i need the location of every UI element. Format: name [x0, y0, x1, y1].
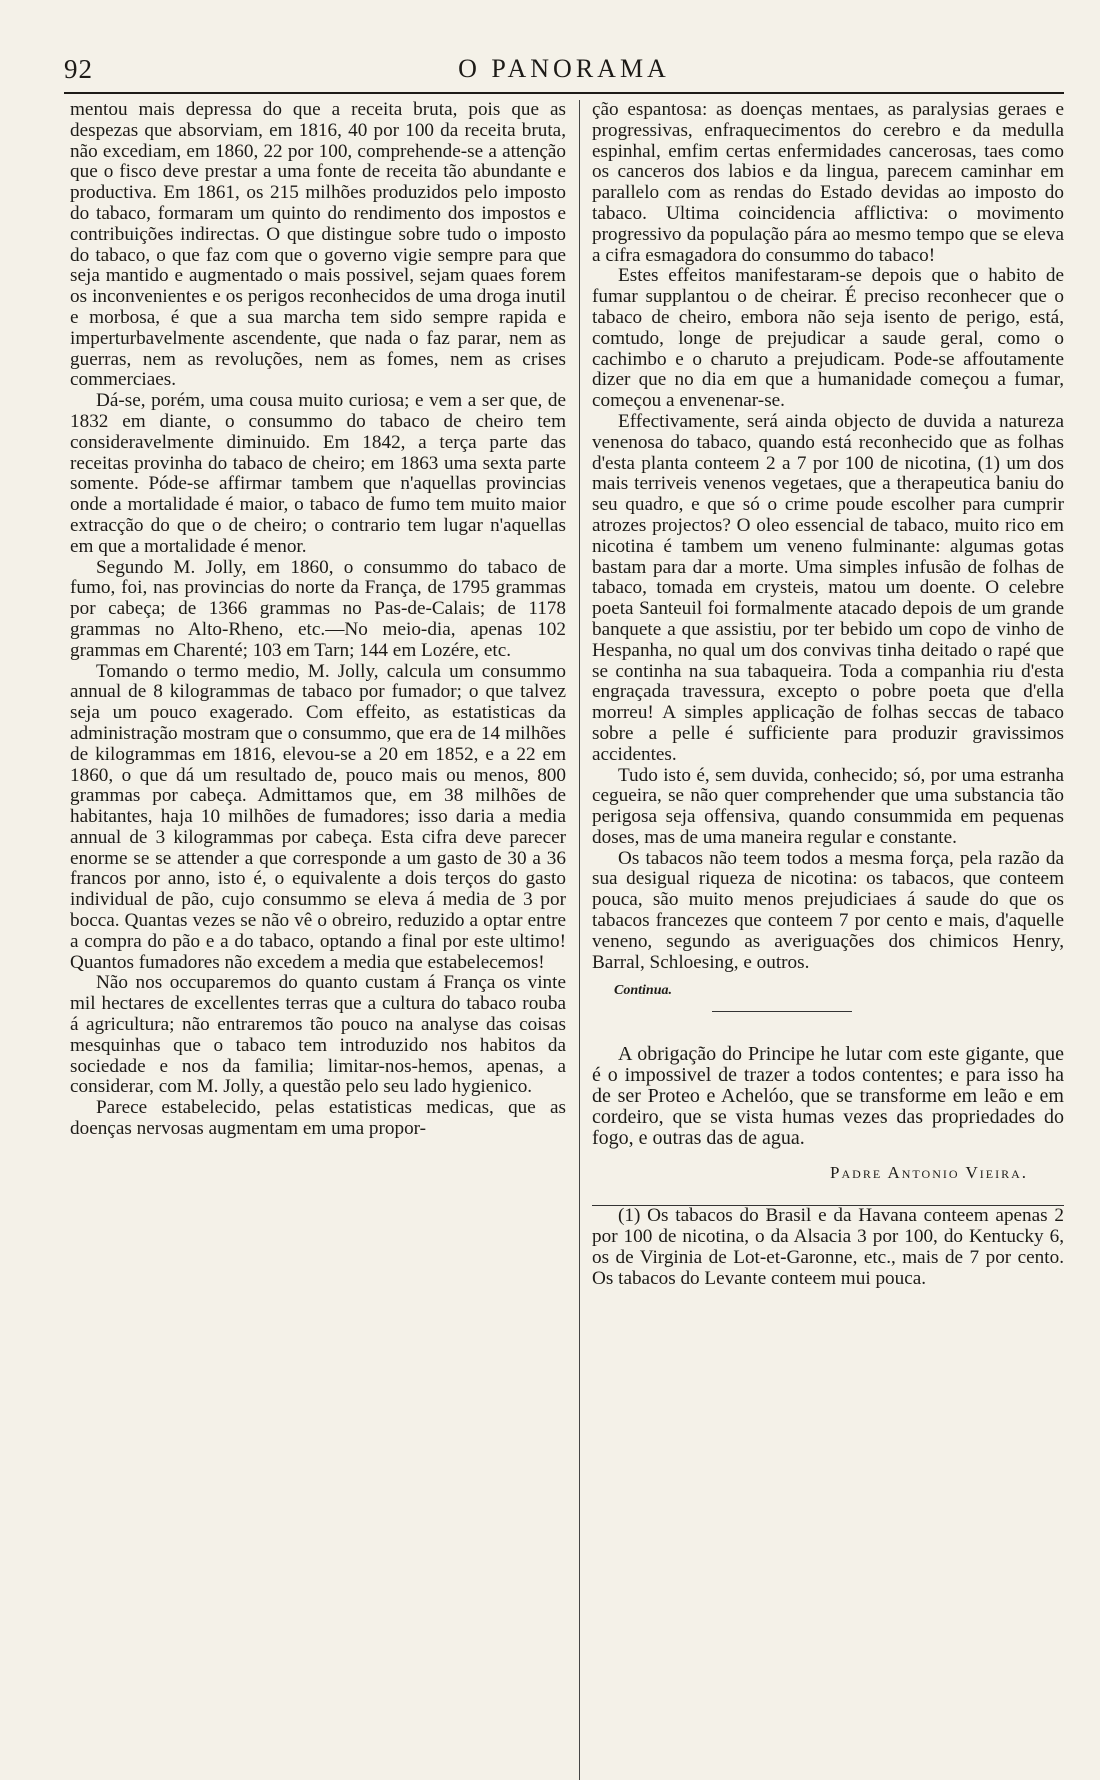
body-paragraph: Parece estabelecido, pelas estatisticas medicas, que as doenças nervosas augmentam em uma propor-: [70, 1097, 566, 1140]
page-number: 92: [64, 54, 93, 84]
body-paragraph: Não nos occuparemos do quanto custam á França os vinte mil hectares de excellentes terras que a cultura do tabaco rouba á agricultura; não entraremos tão pouco na analyse das coisas mesquinhas que o tabaco tem introduzido nos habitos da sociedade e nos da familia; limitar-nos-hemos, apenas, a considerar, com M. Jolly, a questão pelo seu lado hygienico.: [70, 972, 566, 1098]
column-divider: [579, 100, 580, 1780]
quote-signature: Padre Antonio Vieira.: [830, 1163, 1028, 1183]
quote-block: [592, 1044, 1064, 1149]
body-paragraph: Tomando o termo medio, M. Jolly, calcula um consummo annual de 8 kilogrammas de tabaco por fumador; o que talvez seja um pouco exagerado. Com effeito, as estatisticas da administração mostram que o consummo, que era de 14 milhões de kilogrammas em 1816, elevou-se a 20 em 1852, e a 22 em 1860, o que dá um resultado de, pouco mais ou menos, 800 grammas por cabeça. Admittamos que, em 38 milhões de habitantes, haja 10 milhões de fumadores; isso daria a media annual de 3 kilogrammas por cabeça. Esta cifra deve parecer enorme se se attender a que corresponde a um gasto de 30 a 36 francos por anno, isto é, o equivalente a dois terços do gasto individual de pão, cujo consummo se eleva á media de 3 por bocca. Quantas vezes se não vê o obreiro, reduzido a optar entre a compra do pão e a do tabaco, optando a final por este ultimo! Quantos fumadores não excedem a media que estabelecemos!: [70, 660, 566, 973]
journal-title: O PANORAMA: [458, 54, 670, 83]
body-paragraph: Segundo M. Jolly, em 1860, o consummo do tabaco de fumo, foi, nas provincias do norte da França, de 1795 grammas por cabeça; de 1366 grammas no Pas-de-Calais; de 1178 grammas no Alto-Rheno, etc.—No meio-dia, apenas 102 grammas em Charenté; 103 em Tarn; 144 em Lozére, etc.: [70, 556, 566, 661]
continua-note: Continua.: [614, 983, 672, 999]
left-column: [70, 100, 566, 1140]
page-header: [64, 52, 1064, 88]
right-column: [592, 100, 1064, 1290]
body-paragraph: Tudo isto é, sem duvida, conhecido; só, por uma estranha cegueira, se não quer comprehender que uma substancia tão perigosa seja offensiva, quando consummida em pequenas doses, mas de uma maneira regular e constante.: [592, 764, 1064, 848]
body-paragraph: Dá-se, porém, uma cousa muito curiosa; e vem a ser que, de 1832 em diante, o consummo do tabaco de cheiro tem consideravelmente diminuido. Em 1842, a terça parte das receitas provinha do tabaco de cheiro; em 1863 uma sexta parte somente. Póde-se affirmar tambem que n'aquellas provincias onde a mortalidade é maior, o tabaco de fumo tem muito maior extracção do que o de cheiro; o contrario tem lugar n'aquellas em que a mortalidade é menor.: [70, 390, 566, 557]
body-paragraph: mentou mais depressa do que a receita bruta, pois que as despezas que absorviam, em 1816, 40 por 100 da receita bruta, não excediam, em 1860, 22 por 100, comprehende-se a attenção que o fisco deve prestar a uma fonte de receita tão abundante e productiva. Em 1861, os 215 milhões produzidos pelo imposto do tabaco, formaram um quinto do rendimento dos impostos e contribuições indirectas. O que distingue sobre tudo o imposto do tabaco, o que faz com que o governo vigie sempre para que seja mantido e augmentado o mais possivel, sejam quaes forem os inconvenientes e os perigos reconhecidos de uma droga inutil e morbosa, é que a sua marcha tem sido sempre rapida e imperturbavelmente ascendente, que nada o faz parar, nem as guerras, nem as revoluções, nem as fomes, nem as crises commerciaes.: [70, 99, 566, 391]
body-paragraph: Os tabacos não teem todos a mesma força, pela razão da sua desigual riqueza de nicotina: os tabacos, que conteem pouca, são muito menos prejudiciaes á saude do que os tabacos francezes que conteem 7 por cento e mais, d'aquelle veneno, segundo as averiguações dos chimicos Henry, Barral, Schloesing, e outros.: [592, 847, 1064, 973]
quote-text: A obrigação do Principe he lutar com este gigante, que é o impossivel de trazer a todos contentes; e para isso ha de ser Proteo e Achelóo, que se transforme em leão e em cordeiro, que se vista humas vezes das propriedades do fogo, e outras das de agua.: [592, 1043, 1064, 1150]
body-paragraph: ção espantosa: as doenças mentaes, as paralysias geraes e progressivas, enfraquecimentos do cerebro e da medulla espinhal, emfim certas enfermidades cancerosas, taes como os canceros dos labios e da lingua, parecem caminhar em parallelo com as rendas do Estado devidas ao imposto do tabaco. Ultima coincidencia afflictiva: o movimento progressivo da população pára ao mesmo tempo que se eleva a cifra esmagadora do consummo do tabaco!: [592, 99, 1064, 266]
section-separator: [712, 1011, 852, 1012]
footnote: (1) Os tabacos do Brasil e da Havana conteem apenas 2 por 100 de nicotina, o da Alsacia 3 por 100, do Kentucky 6, os de Virginia de Lot-et-Garonne, etc., mais de 7 por cento. Os tabacos do Levante conteem mui pouca.: [592, 1205, 1064, 1289]
body-paragraph: Effectivamente, será ainda objecto de duvida a natureza venenosa do tabaco, quando está reconhecido que as folhas d'esta planta conteem 2 a 7 por 100 de nicotina, (1) um dos mais terriveis venenos vegetaes, que a therapeutica baniu do seu quadro, e que só o crime poude escolher para cumprir atrozes projectos? O oleo essencial de tabaco, muito rico em nicotina é tambem um veneno fulminante: algumas gotas bastam para dar a morte. Uma simples infusão de folhas de tabaco, tomada em crysteis, matou um doente. O celebre poeta Santeuil foi formalmente atacado depois de um grande banquete a que assistiu, por ter bebido um copo de vinho de Hespanha, no qual um dos convivas tinha deitado o rapé que se continha na sua tabaqueira. Toda a companhia riu d'esta engraçada travessura, excepto o pobre poeta que d'ella morreu! A simples applicação de folhas seccas de tabaco sobre a pelle é sufficiente para produzir gravissimos accidentes.: [592, 410, 1064, 765]
body-paragraph: Estes effeitos manifestaram-se depois que o habito de fumar supplantou o de cheirar. É preciso reconhecer que o tabaco de cheiro, embora não seja isento de perigo, está, comtudo, longe de prejudicar a saude geral, como o cachimbo e o charuto a prejudicam. Pode-se affoutamente dizer que no dia em que a humanidade começou a fumar, começou a envenenar-se.: [592, 265, 1064, 412]
header-rule: [64, 92, 1064, 94]
